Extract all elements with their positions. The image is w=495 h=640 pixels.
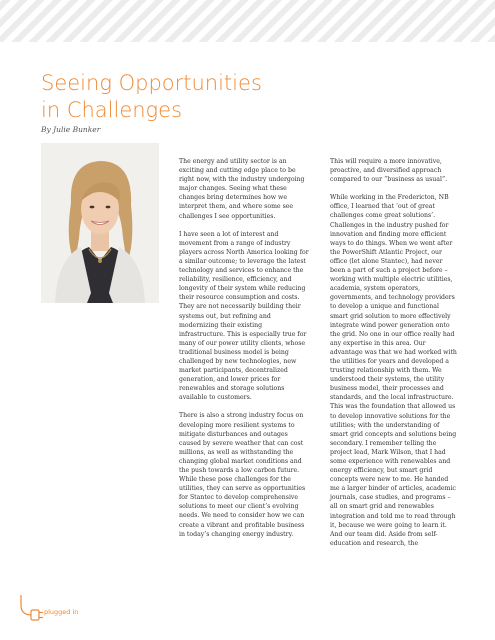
paragraph: This will require a more innovative, proactive, and diversified approach compared to our “business as usual”. bbox=[330, 158, 448, 184]
footer-label: plugged in bbox=[44, 608, 79, 616]
title-line-2: in Challenges bbox=[41, 98, 183, 122]
article-title bbox=[41, 70, 341, 124]
plug-icon bbox=[18, 595, 44, 621]
article-column-2 bbox=[330, 157, 458, 557]
paragraph: I have seen a lot of interest and movement from a range of industry players across North America looking for a similar outcome; to leverage the latest technology and services to enhance the reliability, resilience, efficiency, and longevity of their system while reducing their resource consumption and costs. They are not necessarily building their systems out, but refining and modernizing their existing infrastructure. This is especially true for many of our power utility clients, whose traditional business model is being challenged by new technologies, new market participants, decentralized generation, and lower prices for renewables and storage solutions available to customers. bbox=[179, 230, 309, 402]
article-column-1 bbox=[179, 157, 309, 548]
paragraph: There is also a strong industry focus on developing more resilient systems to mitigate disturbances and outages caused by severe weather that can cost millions, as well as withstanding the changing global market conditions and the push towards a low carbon future. While these pose challenges for the utilities, they can serve as opportunities for Stantec to develop comprehensive solutions to meet our client’s evolving needs. We need to consider how we can create a vibrant and profitable business in today’s changing energy industry. bbox=[179, 412, 306, 538]
author-byline: By Julie Bunker bbox=[41, 125, 101, 134]
title-line-1: Seeing Opportunities bbox=[41, 71, 262, 95]
author-photo bbox=[41, 143, 159, 303]
paragraph: The energy and utility sector is an exciting and cutting edge place to be right now, with the industry undergoing major changes. Seeing what these changes bring determines how we interpret them, and where some see challenges I see opportunities. bbox=[179, 158, 305, 220]
header-stripe-band bbox=[0, 0, 495, 42]
paragraph: While working in the Fredericton, NB office, I learned that ‘out of great challenges come great solutions’. Challenges in the industry pushed for innovation and finding more efficient ways to do things. When we went after the PowerShift Atlantic Project, our office (let alone Stantec), had never been a part of such a project before – working with multiple electric utilities, academia, system operators, governments, and technology providers to develop a unique and functional smart grid solution to more effectively integrate wind power generation onto the grid. No one in our office really had any expertise in this area. Our advantage was that we had worked with the utilities for years and developed a trusting relationship with them. We understood their systems, the utility business model, their processes and standards, and the local infrastructure. This was the foundation that allowed us to develop innovative solutions for the utilities; with the understanding of smart grid concepts and solutions being secondary. I remember telling the project lead, Mark Wilson, that I had some experience with renewables and energy efficiency, but smart grid concepts were new to me. He handed me a larger binder of articles, academic journals, case studies, and programs – all on smart grid and renewables integration and told me to read through it, because we were going to learn it. And our team did. Aside from self-education and research, the bbox=[330, 194, 457, 547]
footer-logo bbox=[18, 595, 98, 621]
